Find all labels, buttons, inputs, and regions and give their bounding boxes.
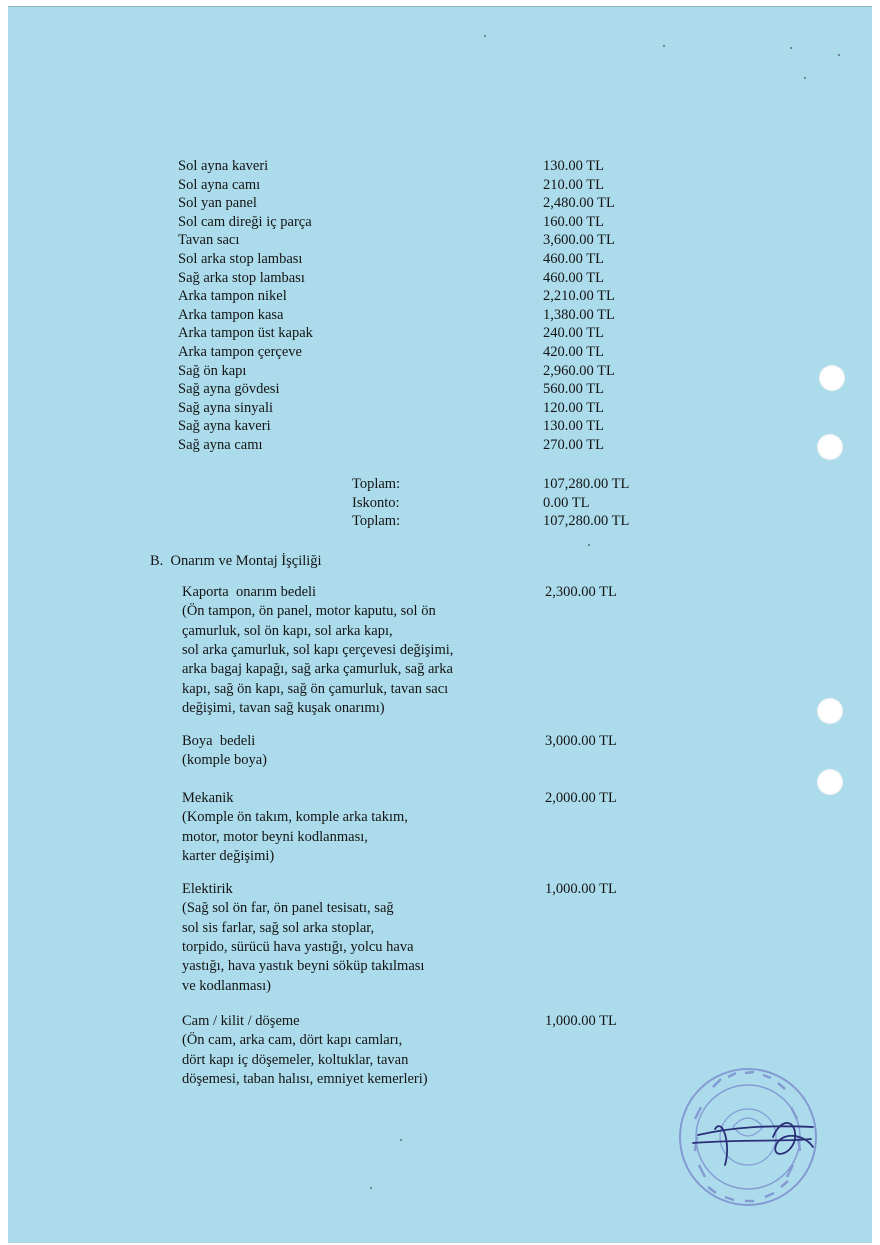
part-name: Sağ ayna sinyali bbox=[178, 399, 274, 416]
punch-hole bbox=[819, 365, 845, 391]
total-value: 107,280.00 TL bbox=[543, 476, 630, 492]
part-price: 210.00 TL bbox=[543, 176, 604, 193]
punch-hole bbox=[817, 434, 843, 460]
labor-item-detail-line: sol arka çamurluk, sol kapı çerçevesi değişimi, bbox=[182, 641, 454, 658]
part-name: Sol ayna kaveri bbox=[178, 158, 269, 174]
punch-hole bbox=[817, 698, 843, 724]
punch-hole bbox=[817, 769, 843, 795]
part-name: Sol ayna camı bbox=[178, 176, 261, 193]
part-name: Sağ ayna gövdesi bbox=[178, 381, 280, 398]
labor-item-detail-line: arka bagaj kapağı, sağ arka çamurluk, sağ arka bbox=[182, 661, 453, 678]
part-name: Sağ ön kapı bbox=[178, 362, 247, 379]
part-price: 460.00 TL bbox=[543, 251, 604, 267]
part-price: 3,600.00 TL bbox=[543, 232, 615, 249]
speck bbox=[588, 544, 590, 546]
part-price: 2,480.00 TL bbox=[543, 195, 615, 212]
part-price: 420.00 TL bbox=[543, 344, 604, 360]
part-name: Arka tampon üst kapak bbox=[178, 325, 313, 342]
labor-item-detail-line: torpido, sürücü hava yastığı, yolcu hava bbox=[182, 938, 414, 955]
part-name: Arka tampon kasa bbox=[178, 306, 284, 323]
total-label: Iskonto: bbox=[352, 494, 400, 511]
part-price: 120.00 TL bbox=[543, 399, 604, 416]
part-name: Sağ ayna camı bbox=[178, 437, 263, 453]
part-price: 130.00 TL bbox=[543, 418, 604, 435]
labor-item-detail-line: (Komple ön takım, komple arka takım, bbox=[182, 809, 408, 826]
labor-item-detail-line: karter değişimi) bbox=[182, 847, 275, 864]
part-price: 240.00 TL bbox=[543, 325, 604, 342]
labor-item-detail-line: çamurluk, sol ön kapı, sol arka kapı, bbox=[182, 622, 393, 639]
part-name: Arka tampon nikel bbox=[178, 288, 287, 305]
part-price: 160.00 TL bbox=[543, 213, 604, 230]
labor-item-title: Mekanik bbox=[182, 790, 234, 806]
part-price: 2,210.00 TL bbox=[543, 288, 615, 305]
labor-item-title: Boya bedeli bbox=[182, 733, 256, 749]
labor-item-detail-line: dört kapı iç döşemeler, koltuklar, tavan bbox=[182, 1051, 409, 1068]
labor-item-price: 1,000.00 TL bbox=[545, 1013, 617, 1029]
speck bbox=[790, 47, 792, 49]
part-name: Arka tampon çerçeve bbox=[178, 344, 302, 360]
part-name: Sol arka stop lambası bbox=[178, 251, 303, 267]
labor-item-detail-line: motor, motor beyni kodlanması, bbox=[182, 828, 368, 845]
labor-item-price: 2,000.00 TL bbox=[545, 790, 617, 806]
labor-item-detail-line: yastığı, hava yastık beyni söküp takılması bbox=[182, 958, 425, 975]
part-price: 460.00 TL bbox=[543, 269, 604, 286]
labor-item-detail-line: (komple boya) bbox=[182, 752, 267, 769]
part-name: Sol yan panel bbox=[178, 195, 257, 212]
part-name: Tavan sacı bbox=[178, 232, 240, 249]
labor-item-detail-line: ve kodlanması) bbox=[182, 977, 271, 994]
labor-item-detail-line: döşemesi, taban halısı, emniyet kemerleri) bbox=[182, 1070, 428, 1087]
speck bbox=[804, 77, 806, 79]
labor-item-title: Elektirik bbox=[182, 881, 233, 897]
speck bbox=[484, 35, 486, 37]
section-b-heading: B. Onarım ve Montaj İşçiliği bbox=[150, 553, 322, 569]
part-price: 2,960.00 TL bbox=[543, 362, 615, 379]
total-value: 0.00 TL bbox=[543, 494, 590, 511]
part-name: Sağ ayna kaveri bbox=[178, 418, 271, 435]
speck bbox=[663, 45, 665, 47]
labor-item-title: Cam / kilit / döşeme bbox=[182, 1013, 300, 1029]
labor-item-price: 1,000.00 TL bbox=[545, 881, 617, 897]
part-price: 270.00 TL bbox=[543, 437, 604, 453]
total-label: Toplam: bbox=[352, 476, 401, 492]
labor-item-price: 2,300.00 TL bbox=[545, 584, 617, 600]
part-name: Sol cam direği iç parça bbox=[178, 213, 312, 230]
labor-item-detail-line: sol sis farlar, sağ sol arka stoplar, bbox=[182, 919, 375, 936]
labor-item-title: Kaporta onarım bedeli bbox=[182, 584, 317, 600]
speck bbox=[370, 1187, 372, 1189]
total-value: 107,280.00 TL bbox=[543, 513, 630, 530]
part-price: 130.00 TL bbox=[543, 158, 604, 174]
labor-item-price: 3,000.00 TL bbox=[545, 733, 617, 749]
labor-item-detail-line: (Sağ sol ön far, ön panel tesisatı, sağ bbox=[182, 900, 394, 917]
labor-item-detail-line: (Ön cam, arka cam, dört kapı camları, bbox=[182, 1032, 403, 1049]
document-page bbox=[8, 6, 872, 1243]
labor-item-detail-line: kapı, sağ ön kapı, sağ ön çamurluk, tavan sacı bbox=[182, 680, 449, 697]
labor-item-detail-line: (Ön tampon, ön panel, motor kaputu, sol ön bbox=[182, 603, 436, 620]
labor-item-detail-line: değişimi, tavan sağ kuşak onarımı) bbox=[182, 699, 385, 716]
speck bbox=[400, 1139, 402, 1141]
part-price: 1,380.00 TL bbox=[543, 306, 615, 323]
part-name: Sağ arka stop lambası bbox=[178, 269, 305, 286]
total-label: Toplam: bbox=[352, 513, 401, 530]
speck bbox=[838, 54, 840, 56]
part-price: 560.00 TL bbox=[543, 381, 604, 398]
official-stamp bbox=[673, 1047, 818, 1222]
